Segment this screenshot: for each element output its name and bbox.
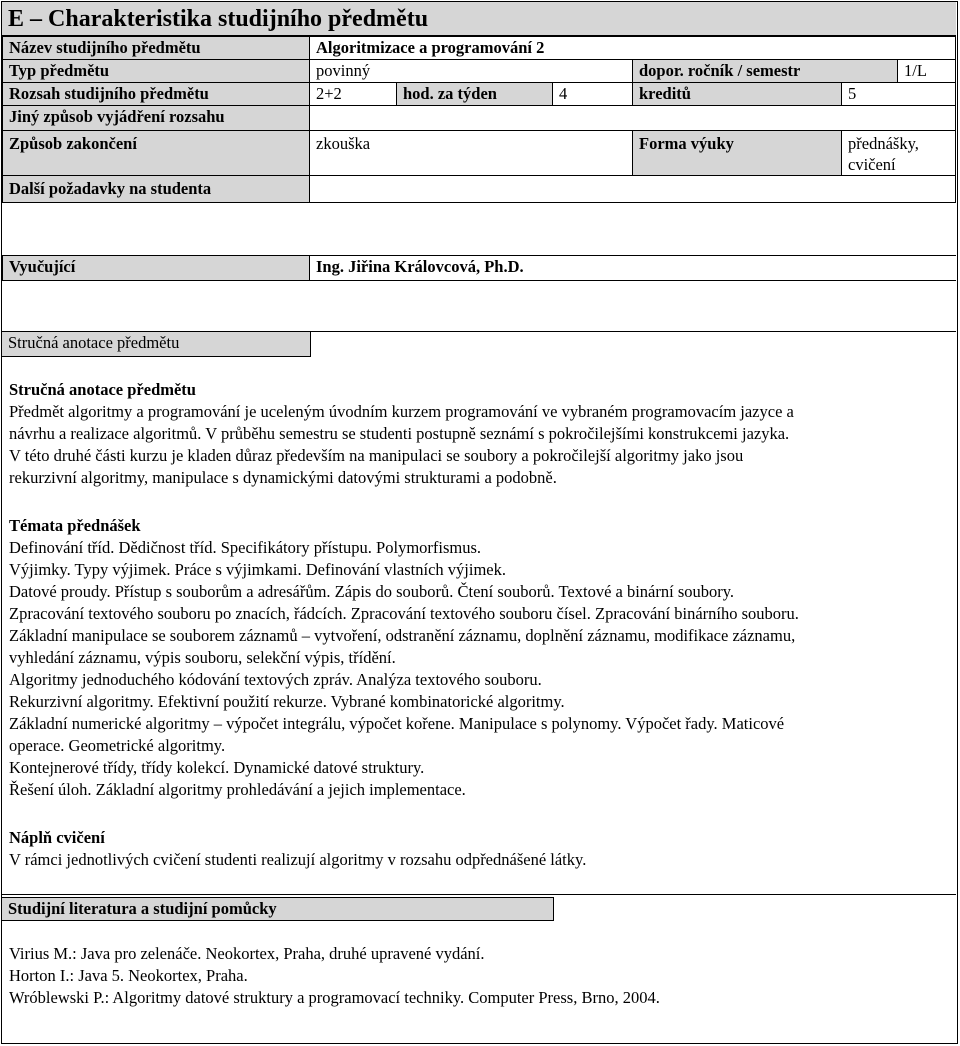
value-completion-method: zkouška xyxy=(309,130,633,176)
lecture-topic-line: vyhledání záznamu, výpis souboru, selekční výpis, třídění. xyxy=(9,648,396,667)
literature-item: Horton I.: Java 5. Neokortex, Praha. xyxy=(9,966,248,985)
lecture-topic-line: Rekurzivní algoritmy. Efektivní použití rekurze. Vybrané kombinatorické algoritmy. xyxy=(9,692,565,711)
lecture-topic-line: Zpracování textového souboru po znacích, řádcích. Zpracování textového souboru čísel. Zpracování binárního souboru. xyxy=(9,604,799,623)
lecturer-extra-area xyxy=(2,280,956,332)
label-annotation-box: Stručná anotace předmětu xyxy=(2,331,311,357)
annotation-line: V této druhé části kurzu je kladen důraz především na manipulaci se soubory a pokročilejší algoritmy jako jsou xyxy=(9,446,744,465)
value-further-requirements xyxy=(309,175,956,203)
value-year-semester: 1/L xyxy=(897,59,956,83)
label-course-name: Název studijního předmětu xyxy=(2,36,310,60)
label-literature-box: Studijní literatura a studijní pomůcky xyxy=(2,897,554,921)
lecture-topic-line: Výjimky. Typy výjimek. Práce s výjimkami. Definování vlastních výjimek. xyxy=(9,560,506,579)
lecture-topic-line: operace. Geometrické algoritmy. xyxy=(9,736,226,755)
lecture-topic-line: Kontejnerové třídy, třídy kolekcí. Dynamické datové struktury. xyxy=(9,758,425,777)
lecture-topic-line: Základní numerické algoritmy – výpočet integrálu, výpočet kořene. Manipulace s polynomy. Výpočet řady. Maticové xyxy=(9,714,785,733)
annotation-line: rekurzivní algoritmy, manipulace s dynamickými datovými strukturami a podobně. xyxy=(9,468,557,487)
lecture-topic-line: Základní manipulace se souborem záznamů – vytvoření, odstranění záznamu, doplnění záznamu, modifikace záznamu, xyxy=(9,626,796,645)
value-hours-per-week: 4 xyxy=(552,82,633,106)
literature-item: Virius M.: Java pro zelenáče. Neokortex, Praha, druhé upravené vydání. xyxy=(9,944,485,963)
annotation-line: Předmět algoritmy a programování je uceleným úvodním kurzem programování ve vybraném programovacím jazyce a xyxy=(9,402,794,421)
annotation-line: návrhu a realizace algoritmů. V průběhu semestru se studenti postupně seznámí s pokročilejšími konstrukcemi jazyka. xyxy=(9,424,790,443)
teaching-form-line-1: přednášky, xyxy=(848,134,919,153)
lecture-topic-line: Definování tříd. Dědičnost tříd. Specifikátory přístupu. Polymorfismus. xyxy=(9,538,482,557)
spacer-row xyxy=(2,202,956,256)
label-course-type: Typ předmětu xyxy=(2,59,310,83)
label-other-scope: Jiný způsob vyjádření rozsahu xyxy=(2,105,310,131)
exercises-line: V rámci jednotlivých cvičení studenti realizují algoritmy v rozsahu odpřednášené látky. xyxy=(9,850,587,869)
value-teaching-form xyxy=(841,130,956,176)
label-teaching-form: Forma výuky xyxy=(632,130,842,176)
value-other-scope xyxy=(309,105,956,131)
literature-item: Wróblewski P.: Algoritmy datové struktury a programovací techniky. Computer Press, Brno, 2004. xyxy=(9,988,660,1007)
label-credits: kreditů xyxy=(632,82,842,106)
literature-section xyxy=(9,943,949,1009)
course-characteristics-form xyxy=(1,1,958,1044)
label-year-semester: dopor. ročník / semestr xyxy=(632,59,898,83)
lecture-topic-line: Algoritmy jednoduchého kódování textových zpráv. Analýza textového souboru. xyxy=(9,670,542,689)
exercises-section xyxy=(9,827,949,871)
lecture-topic-line: Řešení úloh. Základní algoritmy prohledávání a jejich implementace. xyxy=(9,780,466,799)
label-course-scope: Rozsah studijního předmětu xyxy=(2,82,310,106)
label-lecturer: Vyučující xyxy=(2,255,310,281)
label-further-requirements: Další požadavky na studenta xyxy=(2,175,310,203)
label-hours-per-week: hod. za týden xyxy=(396,82,553,106)
teaching-form-line-2: cvičení xyxy=(848,155,896,174)
value-lecturer: Ing. Jiřina Královcová, Ph.D. xyxy=(309,255,956,281)
value-credits: 5 xyxy=(841,82,956,106)
lecture-topics-section xyxy=(9,515,949,801)
lecture-topics-heading: Témata přednášek xyxy=(9,516,141,535)
lecture-topic-line: Datové proudy. Přístup s souborům a adresářům. Zápis do souborů. Čtení souborů. Textové a binární soubory. xyxy=(9,582,735,601)
label-completion-method: Způsob zakončení xyxy=(2,130,310,176)
annotation-heading: Stručná anotace předmětu xyxy=(9,380,196,399)
literature-separator xyxy=(2,894,956,895)
value-course-name: Algoritmizace a programování 2 xyxy=(309,36,956,60)
value-course-scope: 2+2 xyxy=(309,82,397,106)
value-course-type: povinný xyxy=(309,59,633,83)
exercises-heading: Náplň cvičení xyxy=(9,828,105,847)
annotation-section xyxy=(9,379,949,489)
page-title: E – Charakteristika studijního předmětu xyxy=(2,2,956,36)
